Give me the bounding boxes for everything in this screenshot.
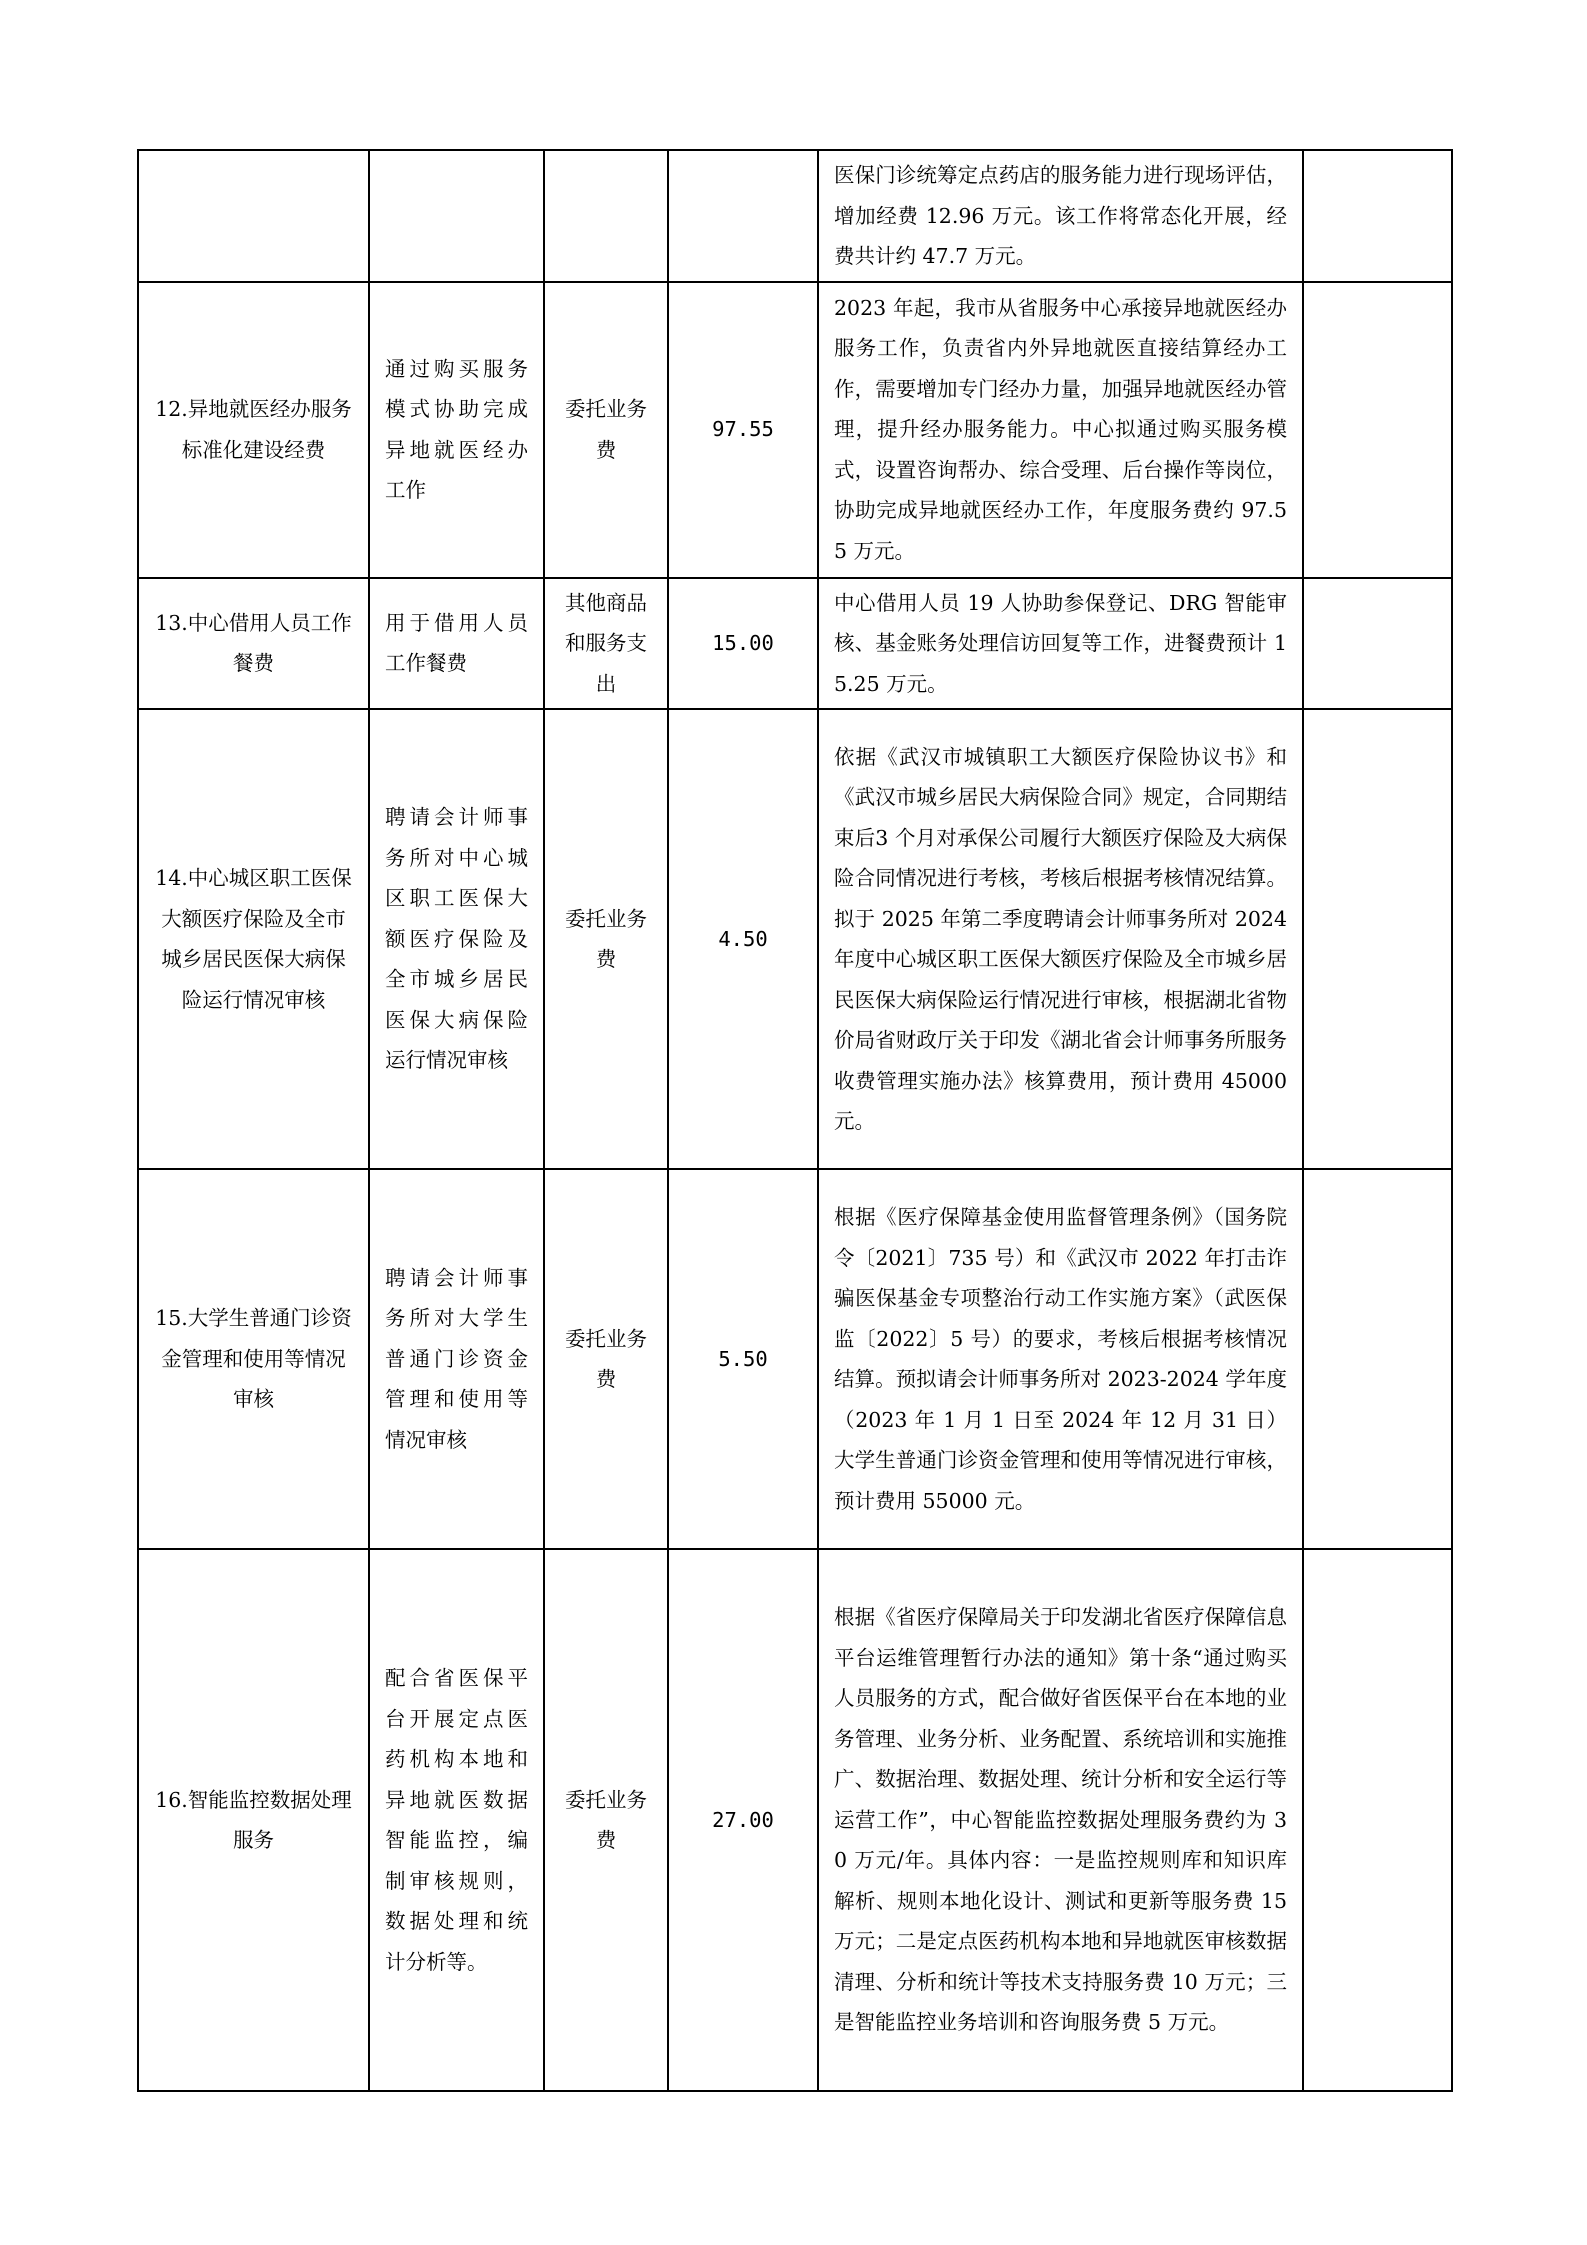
remark-cell (1303, 578, 1452, 710)
economic-class-cell: 委托业务费 (544, 282, 668, 578)
project-name-cell: 15.大学生普通门诊资金管理和使用等情况审核 (138, 1169, 369, 1549)
purpose-cell (369, 150, 544, 282)
remark-cell (1303, 709, 1452, 1169)
amount-cell: 5.50 (668, 1169, 818, 1549)
budget-project-table (137, 149, 1453, 2092)
amount-cell: 15.00 (668, 578, 818, 710)
project-name-cell: 14.中心城区职工医保大额医疗保险及全市城乡居民医保大病保险运行情况审核 (138, 709, 369, 1169)
amount-cell: 97.55 (668, 282, 818, 578)
basis-cell: 医保门诊统筹定点药店的服务能力进行现场评估，增加经费 12.96 万元。该工作将常态化开展，经费共计约 47.7 万元。 (818, 150, 1303, 282)
purpose-cell: 用于借用人员工作餐费 (369, 578, 544, 710)
table-row (138, 578, 1452, 710)
table-row (138, 150, 1452, 282)
economic-class-cell: 委托业务费 (544, 1169, 668, 1549)
economic-class-cell (544, 150, 668, 282)
amount-cell (668, 150, 818, 282)
project-name-cell (138, 150, 369, 282)
table-row (138, 1169, 1452, 1549)
basis-cell: 根据《医疗保障基金使用监督管理条例》（国务院令〔2021〕735 号）和《武汉市 2022 年打击诈骗医保基金专项整治行动工作实施方案》（武医保监〔2022〕5 号）的要求，考核后根据考核情况结算。预拟请会计师事务所对 2023-2024 学年度（2023 年 1 月 1 日至 2024 年 12 月 31 日）大学生普通门诊资金管理和使用等情况进行审核，预计费用 55000 元。 (818, 1169, 1303, 1549)
amount-cell: 4.50 (668, 709, 818, 1169)
remark-cell (1303, 150, 1452, 282)
purpose-cell: 聘请会计师事务所对大学生普通门诊资金管理和使用等情况审核 (369, 1169, 544, 1549)
table-row (138, 709, 1452, 1169)
basis-cell: 依据《武汉市城镇职工大额医疗保险协议书》和《武汉市城乡居民大病保险合同》规定，合同期结束后3 个月对承保公司履行大额医疗保险及大病保险合同情况进行考核，考核后根据考核情况结算。拟于 2025 年第二季度聘请会计师事务所对 2024 年度中心城区职工医保大额医疗保险及全市城乡居民医保大病保险运行情况进行审核，根据湖北省物价局省财政厅关于印发《湖北省会计师事务所服务收费管理实施办法》核算费用，预计费用 45000 元。 (818, 709, 1303, 1169)
purpose-cell: 配合省医保平台开展定点医药机构本地和异地就医数据智能监控，编制审核规则，数据处理和统计分析等。 (369, 1549, 544, 2091)
basis-cell: 2023 年起，我市从省服务中心承接异地就医经办服务工作，负责省内外异地就医直接结算经办工作，需要增加专门经办力量，加强异地就医经办管理，提升经办服务能力。中心拟通过购买服务模式，设置咨询帮办、综合受理、后台操作等岗位，协助完成异地就医经办工作，年度服务费约 97.55 万元。 (818, 282, 1303, 578)
purpose-cell: 通过购买服务模式协助完成异地就医经办工作 (369, 282, 544, 578)
economic-class-cell: 委托业务费 (544, 709, 668, 1169)
remark-cell (1303, 1169, 1452, 1549)
project-name-cell: 12.异地就医经办服务标准化建设经费 (138, 282, 369, 578)
project-name-cell: 13.中心借用人员工作餐费 (138, 578, 369, 710)
remark-cell (1303, 1549, 1452, 2091)
basis-cell: 根据《省医疗保障局关于印发湖北省医疗保障信息平台运维管理暂行办法的通知》第十条“通过购买人员服务的方式，配合做好省医保平台在本地的业务管理、业务分析、业务配置、系统培训和实施推广、数据治理、数据处理、统计分析和安全运行等运营工作”，中心智能监控数据处理服务费约为 30 万元/年。具体内容：一是监控规则库和知识库解析、规则本地化设计、测试和更新等服务费 15 万元；二是定点医药机构本地和异地就医审核数据清理、分析和统计等技术支持服务费 10 万元；三是智能监控业务培训和咨询服务费 5 万元。 (818, 1549, 1303, 2091)
purpose-cell: 聘请会计师事务所对中心城区职工医保大额医疗保险及全市城乡居民医保大病保险运行情况审核 (369, 709, 544, 1169)
economic-class-cell: 委托业务费 (544, 1549, 668, 2091)
table-row (138, 282, 1452, 578)
economic-class-cell: 其他商品和服务支出 (544, 578, 668, 710)
remark-cell (1303, 282, 1452, 578)
project-name-cell: 16.智能监控数据处理服务 (138, 1549, 369, 2091)
table-row (138, 1549, 1452, 2091)
amount-cell: 27.00 (668, 1549, 818, 2091)
basis-cell: 中心借用人员 19 人协助参保登记、DRG 智能审核、基金账务处理信访回复等工作，进餐费预计 15.25 万元。 (818, 578, 1303, 710)
